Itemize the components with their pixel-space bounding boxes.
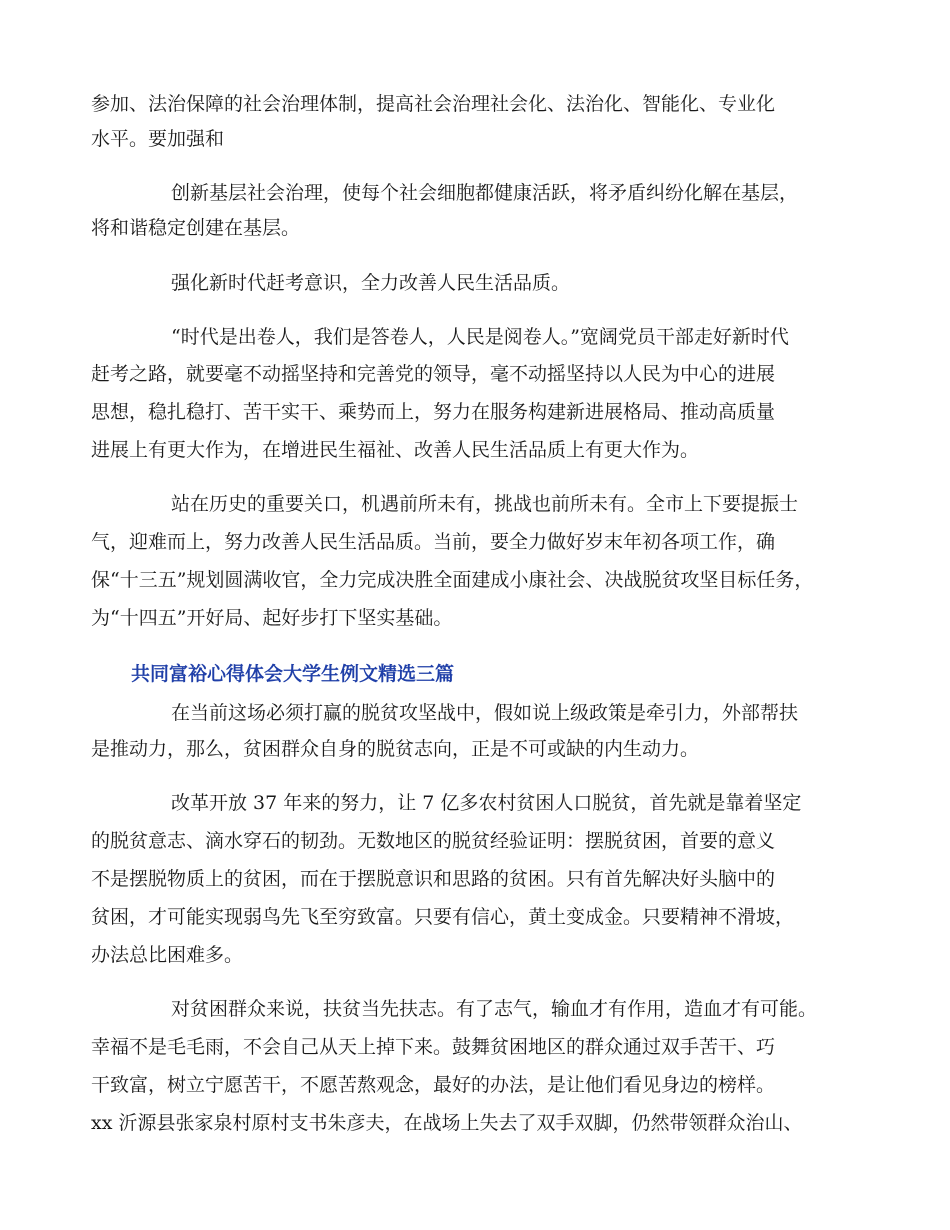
paragraph-line: 为“十四五”开好局、起好步打下坚实基础。 (91, 607, 453, 629)
paragraph-line: 贫困，才可能实现弱鸟先飞至穷致富。只要有信心，黄土变成金。只要精神不滑坡， (91, 906, 795, 928)
paragraph-line: 参加、法治保障的社会治理体制，提高社会治理社会化、法治化、智能化、专业化 (91, 93, 776, 115)
paragraph-line: 思想，稳扎稳打、苦干实干、乘势而上，努力在服务构建新进展格局、推动高质量 (91, 401, 776, 423)
section-heading: 共同富裕心得体会大学生例文精选三篇 (131, 663, 455, 685)
paragraph-line: 在当前这场必须打赢的脱贫攻坚战中，假如说上级政策是牵引力，外部帮扶 (171, 702, 799, 724)
paragraph-line: 对贫困群众来说，扶贫当先扶志。有了志气，输血才有作用，造血才有可能。 (171, 998, 818, 1020)
paragraph-line: 是推动力，那么，贫困群众自身的脱贫志向，正是不可或缺的内生动力。 (91, 738, 700, 760)
paragraph-line: 干致富，树立宁愿苦干，不愿苦熬观念，最好的办法，是让他们看见身边的榜样。 (91, 1074, 776, 1096)
paragraph-line: 强化新时代赶考意识，全力改善人民生活品质。 (171, 272, 571, 294)
paragraph-line: 保“十三五”规划圆满收官，全力完成决胜全面建成小康社会、决战脱贫攻坚目标任务， (91, 569, 814, 591)
paragraph-line: 进展上有更大作为，在增进民生福祉、改善人民生活品质上有更大作为。 (91, 439, 700, 461)
paragraph-line: 创新基层社会治理，使每个社会细胞都健康活跃，将矛盾纠纷化解在基层， (171, 182, 799, 204)
paragraph-line: “时代是出卷人，我们是答卷人，人民是阅卷人。”宽阔党员干部走好新时代 (171, 326, 789, 348)
paragraph-line: 站在历史的重要关口，机遇前所未有，挑战也前所未有。全市上下要提振士 (171, 493, 799, 515)
paragraph-line: xx 沂源县张家泉村原村支书朱彦夫，在战场上失去了双手双脚，仍然带领群众治山、 (91, 1112, 803, 1134)
paragraph-line: 的脱贫意志、滴水穿石的韧劲。无数地区的脱贫经验证明：摆脱贫困，首要的意义 (91, 830, 776, 852)
paragraph-line: 将和谐稳定创建在基层。 (91, 217, 301, 239)
paragraph-line: 气，迎难而上，努力改善人民生活品质。当前，要全力做好岁末年初各项工作，确 (91, 531, 776, 553)
paragraph-line: 办法总比困难多。 (91, 944, 244, 966)
paragraph-line: 不是摆脱物质上的贫困，而在于摆脱意识和思路的贫困。只有首先解决好头脑中的 (91, 868, 776, 890)
paragraph-line: 改革开放 37 年来的努力，让 7 亿多农村贫困人口脱贫，首先就是靠着坚定 (171, 792, 802, 814)
paragraph-line: 幸福不是毛毛雨，不会自己从天上掉下来。鼓舞贫困地区的群众通过双手苦干、巧 (91, 1036, 776, 1058)
paragraph-line: 水平。要加强和 (91, 128, 225, 150)
paragraph-line: 赶考之路，就要毫不动摇坚持和完善党的领导，毫不动摇坚持以人民为中心的进展 (91, 363, 776, 385)
